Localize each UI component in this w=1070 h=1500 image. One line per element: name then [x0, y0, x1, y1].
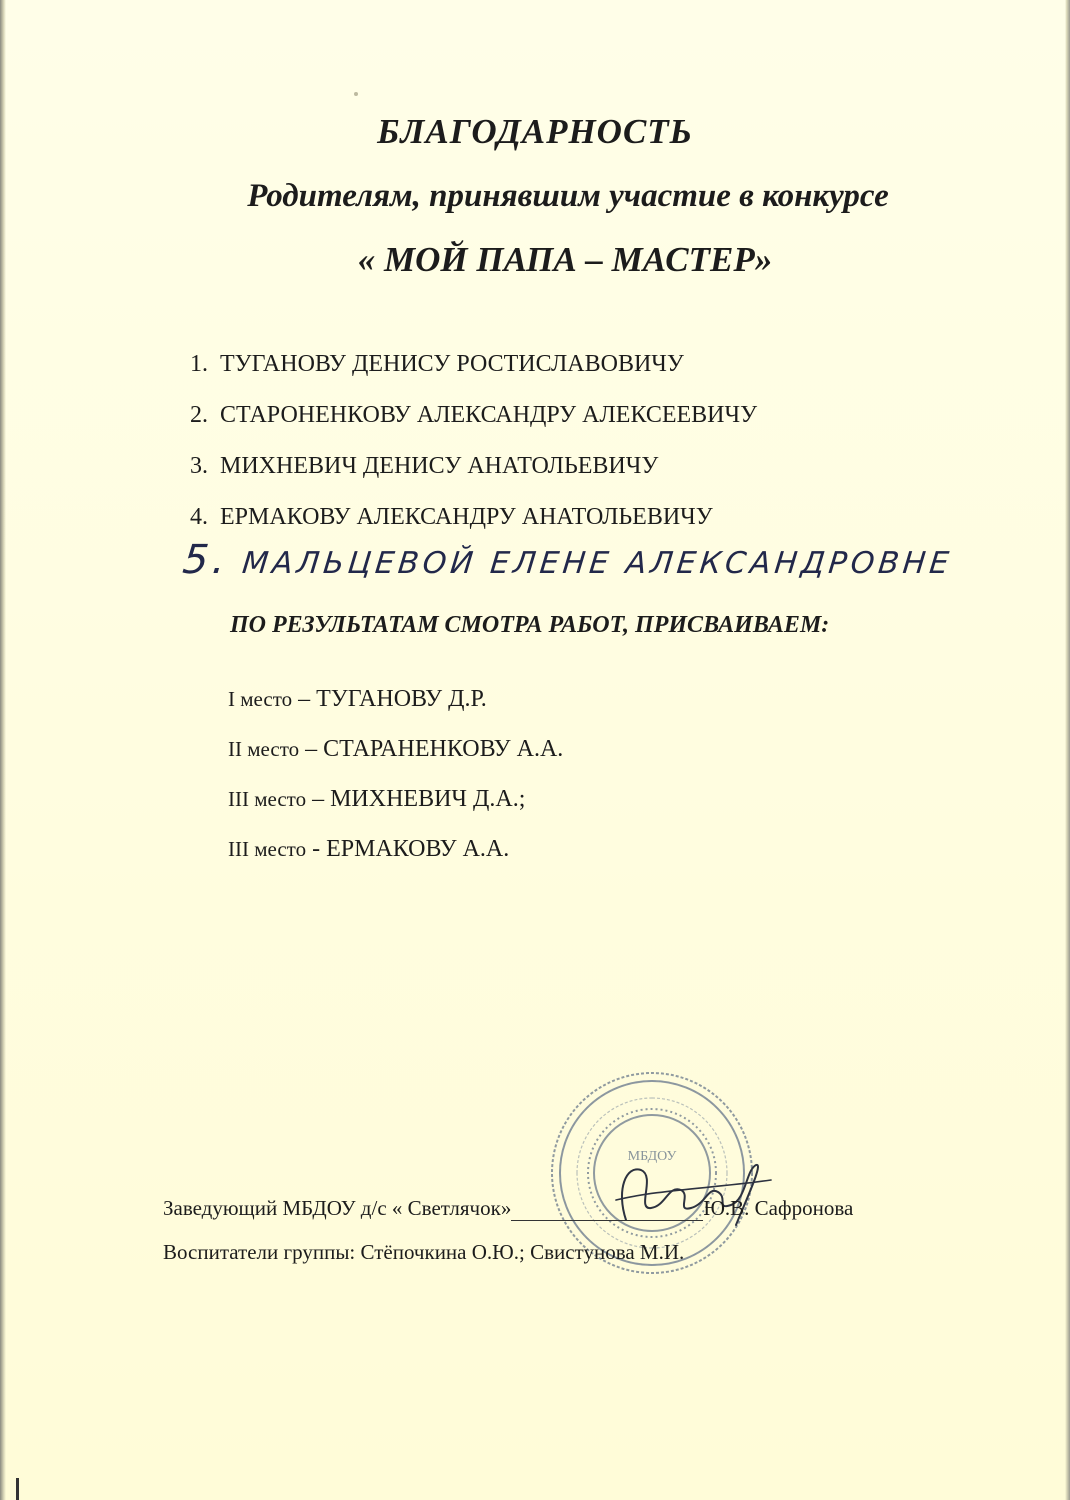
participant-name: ТУГАНОВУ ДЕНИСУ РОСТИСЛАВОВИЧУ [220, 351, 684, 377]
signature-line [163, 1196, 853, 1221]
place-winner: СТАРАНЕНКОВУ А.А. [323, 736, 564, 762]
participant-name: МИХНЕВИЧ ДЕНИСУ АНАТОЛЬЕВИЧУ [220, 453, 659, 479]
place-winner: ТУГАНОВУ Д.Р. [316, 686, 487, 712]
place-separator: – [292, 686, 317, 712]
place-item [228, 780, 563, 830]
signer-position: Заведующий МБДОУ д/с « Светлячок» [163, 1196, 512, 1220]
scan-mark [16, 1478, 19, 1500]
place-label: II место [228, 737, 300, 761]
participants-list [190, 344, 757, 548]
participant-number: 2. [190, 402, 208, 428]
place-label: I место [228, 687, 293, 711]
document-title: БЛАГОДАРНОСТЬ [377, 112, 693, 151]
place-item [228, 730, 563, 780]
scan-edge-right [1065, 0, 1070, 1500]
places-list [228, 680, 563, 880]
scan-edge-left [0, 0, 6, 1500]
place-item [228, 830, 563, 880]
participant-item [190, 344, 757, 395]
place-separator: - [306, 836, 327, 862]
participant-item [190, 446, 757, 497]
place-separator: – [306, 786, 331, 812]
place-label: III место [228, 787, 307, 811]
contest-name: « МОЙ ПАПА – МАСТЕР» [357, 240, 773, 279]
stamp-text: МБДОУ [627, 1149, 677, 1164]
handwritten-name: МАЛЬЦЕВОЙ ЕЛЕНЕ АЛЕКСАНДРОВНЕ [240, 546, 955, 581]
participant-number: 4. [190, 504, 208, 530]
place-separator: – [299, 736, 324, 762]
place-winner: ЕРМАКОВУ А.А. [326, 836, 510, 862]
handwritten-participant [181, 537, 956, 583]
group-educators: Воспитатели группы: Стёпочкина О.Ю.; Свистунова М.И. [163, 1240, 685, 1264]
participant-item [190, 395, 757, 446]
signer-name: Ю.В. Сафронова [703, 1196, 854, 1220]
signature-underline [511, 1200, 703, 1221]
results-heading: ПО РЕЗУЛЬТАТАМ СМОТРА РАБОТ, ПРИСВАИВАЕМ: [230, 612, 830, 638]
place-label: III место [228, 837, 307, 861]
scan-speck [354, 92, 358, 96]
participant-name: СТАРОНЕНКОВУ АЛЕКСАНДРУ АЛЕКСЕЕВИЧУ [220, 402, 758, 428]
participant-number: 1. [190, 351, 208, 377]
participant-name: ЕРМАКОВУ АЛЕКСАНДРУ АНАТОЛЬЕВИЧУ [220, 504, 713, 530]
place-item [228, 680, 563, 730]
participant-number: 3. [190, 453, 208, 479]
handwritten-number: 5. [180, 537, 232, 583]
place-winner: МИХНЕВИЧ Д.А.; [330, 786, 526, 812]
document-subtitle: Родителям, принявшим участие в конкурсе [247, 178, 889, 214]
